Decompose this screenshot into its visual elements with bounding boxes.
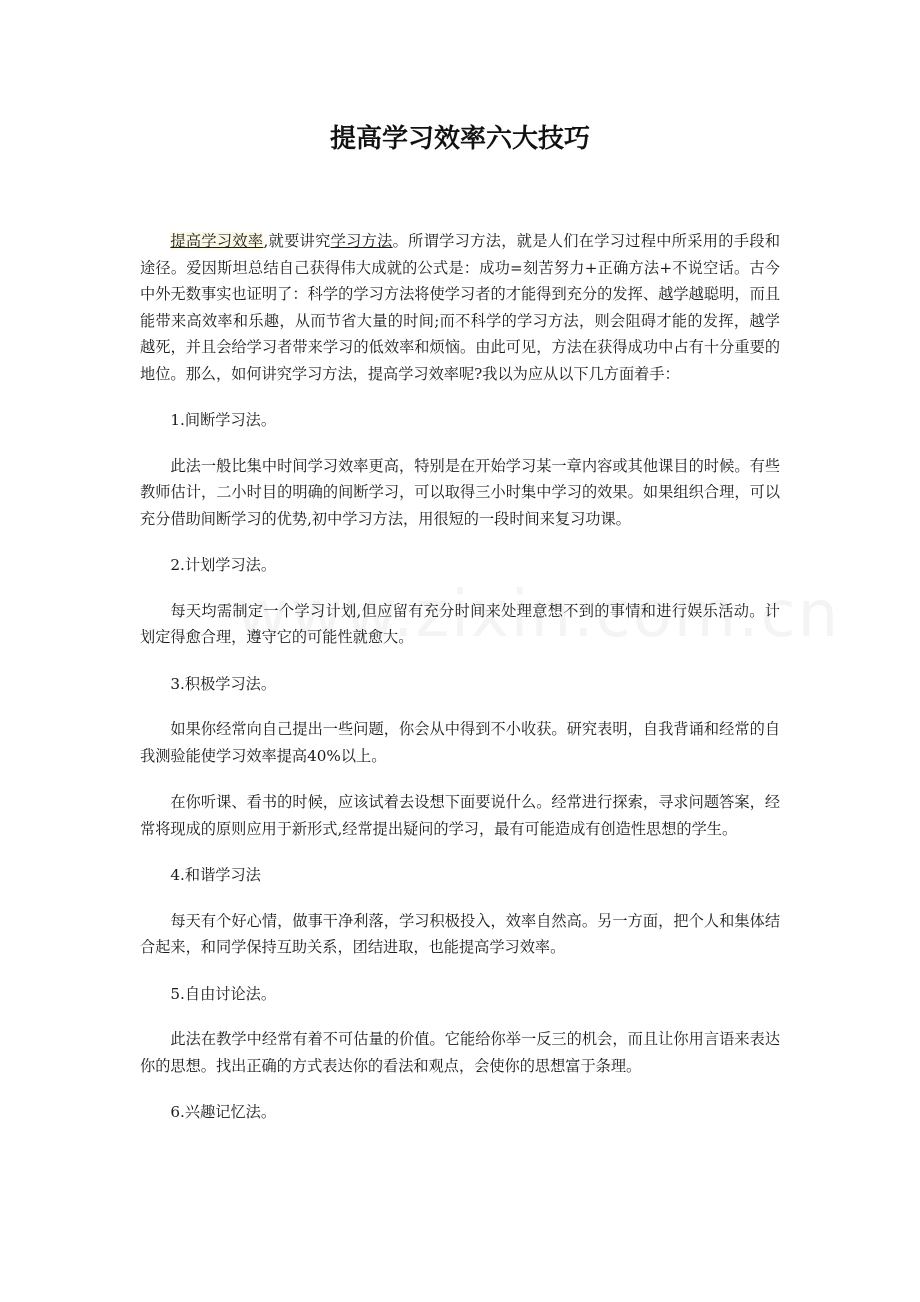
section-paragraph-3a: 如果你经常向自己提出一些问题，你会从中得到不小收获。研究表明，自我背诵和经常的自我测验能使学习效率提高40%以上。 (140, 720, 780, 765)
section-heading-6: 6.兴趣记忆法。 (170, 1103, 277, 1121)
document-body (140, 228, 780, 1145)
intro-text-1: ,就要讲究 (263, 232, 331, 250)
intro-text-2: 。所谓学习方法，就是人们在学习过程中所采用的手段和途径。爱因斯坦总结自己获得伟大成就的公式是：成功=刻苦努力+正确方法+不说空话。古今中外无数事实也证明了：科学的学习方法将使学习者的才能得到充分的发挥、越学越聪明，而且能带来高效率和乐趣，从而节省大量的时间;而不科学的学习方法，则会阻碍才能的发挥，越学越死，并且会给学习者带来学习的低效率和烦恼。由此可见，方法在获得成功中占有十分重要的地位。那么，如何讲究学习方法，提高学习效率呢?我以为应从以下几方面着手： (140, 232, 781, 383)
intro-highlight (170, 232, 263, 250)
section-paragraph-5: 此法在教学中经常有着不可估量的价值。它能给你举一反三的机会，而且让你用言语来表达你的思想。找出正确的方式表达你的看法和观点，会使你的思想富于条理。 (140, 1030, 780, 1075)
page-title: 提高学习效率六大技巧 (329, 124, 590, 154)
section-paragraph-3b: 在你听课、看书的时候，应该试着去设想下面要说什么。经常进行探索，寻求问题答案，经常将现成的原则应用于新形式,经常提出疑问的学习，最有可能造成有创造性思想的学生。 (140, 793, 780, 838)
section-heading-2: 2.计划学习法。 (170, 556, 277, 574)
section-paragraph-4: 每天有个好心情，做事干净利落，学习积极投入，效率自然高。另一方面，把个人和集体结合起来，和同学保持互助关系，团结进取，也能提高学习效率。 (140, 911, 780, 956)
section-heading-1: 1.间断学习法。 (170, 411, 277, 429)
section-heading-4: 4.和谐学习法 (170, 866, 261, 884)
section-heading-3: 3.积极学习法。 (170, 674, 277, 693)
section-paragraph-2: 每天均需制定一个学习计划,但应留有充分时间来处理意想不到的事情和进行娱乐活动。计划定得愈合理，遵守它的可能性就愈大。 (140, 601, 780, 646)
link-study-method[interactable]: 学习方法 (330, 232, 393, 250)
section-heading-5: 5.自由讨论法。 (170, 984, 277, 1003)
link-study-efficiency[interactable]: 提高学习效率 (170, 232, 264, 250)
section-paragraph-1: 此法一般比集中时间学习效率更高，特别是在开始学习某一章内容或其他课目的时候。有些教师估计，二小时目的明确的间断学习，可以取得三小时集中学习的效果。如果组织合理，可以充分借助间断学习的优势,初中学习方法，用很短的一段时间来复习功课。 (140, 456, 780, 528)
intro-paragraph (140, 228, 780, 387)
